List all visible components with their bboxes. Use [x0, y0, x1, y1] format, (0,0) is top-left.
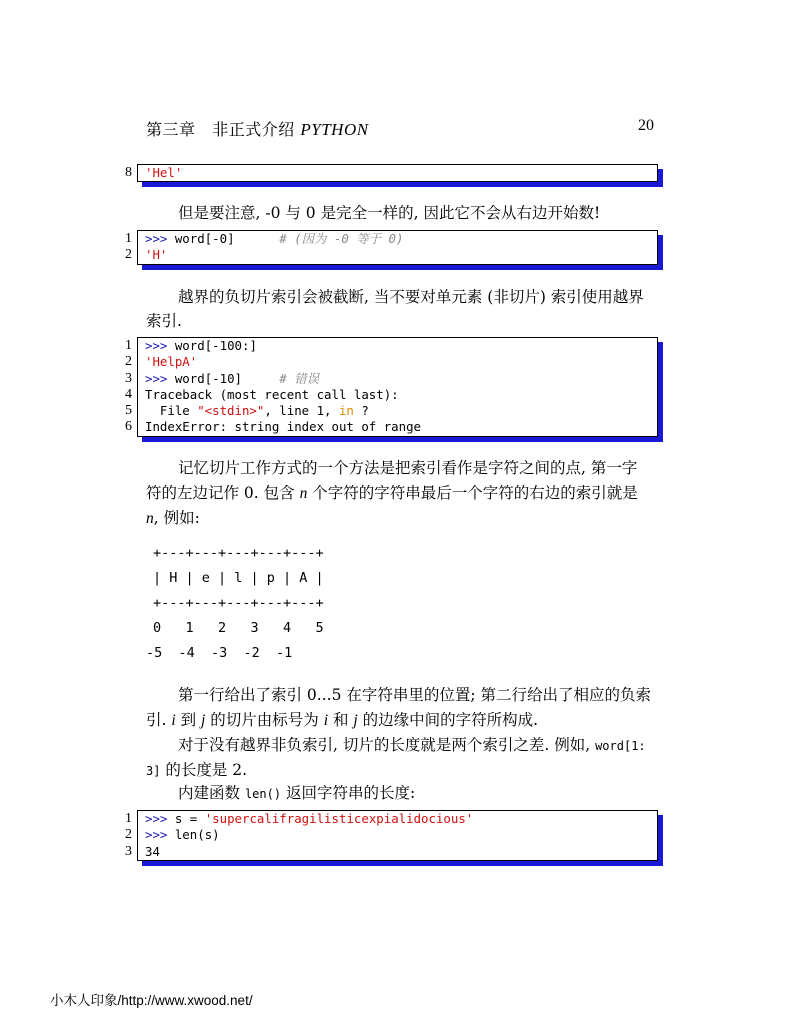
- code-comment: # (因为 -0 等于 0): [234, 231, 404, 246]
- code-string: 'supercalifragilisticexpialidocious': [204, 811, 474, 826]
- math-var: n: [299, 485, 308, 502]
- paragraph-line: [146, 505, 200, 532]
- prompt: >>>: [145, 231, 168, 246]
- ascii-cells: | H | e | l | p | A |: [153, 570, 324, 586]
- math-var: j: [353, 712, 358, 729]
- chapter-label: 第三章: [146, 120, 196, 139]
- code-text: word[-10]: [167, 370, 242, 386]
- code-text: IndexError: string index out of range: [145, 419, 422, 435]
- paragraph: 但是要注意, -0 与 0 是完全一样的, 因此它不会从右边开始数!: [178, 204, 601, 222]
- line-number: 2: [125, 247, 132, 263]
- footer-watermark: 小木人印象/http://www.xwood.net/: [50, 993, 253, 1008]
- paragraph-line: 记忆切片工作方式的一个方法是把索引看作是字符之间的点, 第一字: [178, 459, 638, 477]
- code-text: s =: [167, 811, 205, 826]
- paragraph-line: [146, 480, 638, 507]
- page-number: 20: [638, 117, 654, 134]
- line-number: 4: [125, 386, 132, 402]
- code-text: Traceback (most recent call last):: [145, 386, 399, 402]
- code-line: [125, 843, 657, 860]
- code-output: 'Hel': [145, 165, 183, 180]
- prompt: >>>: [145, 827, 168, 843]
- text: 个字符的字符串最后一个字符的右边的索引就是: [307, 484, 638, 502]
- prompt: >>>: [145, 370, 168, 386]
- inline-code: 3]: [146, 764, 161, 778]
- math-var: j: [201, 712, 206, 729]
- text: 对于没有越界非负索引, 切片的长度就是两个索引之差. 例如,: [178, 736, 596, 754]
- paragraph-line: [178, 732, 646, 759]
- line-number: 2: [125, 354, 132, 370]
- paragraph-line: 越界的负切片索引会被截断, 当不要对单元素 (非切片) 索引使用越界: [178, 288, 644, 306]
- text: 返回字符串的长度:: [281, 784, 416, 802]
- code-line: [125, 370, 657, 387]
- code-output: 'H': [145, 247, 168, 263]
- code-text: len(s): [167, 827, 220, 843]
- code-line: [125, 231, 657, 247]
- code-line: [125, 354, 657, 370]
- text: 符的左边记作 0. 包含: [146, 484, 300, 502]
- code-listing-1: [125, 164, 658, 182]
- inline-code: word[1:: [595, 739, 646, 753]
- math-var: i: [323, 712, 329, 729]
- text: 的边缘中间的字符所构成.: [357, 711, 539, 729]
- line-number: 3: [125, 843, 132, 859]
- math-var: n: [146, 510, 154, 527]
- line-number: 8: [125, 165, 132, 180]
- line-number: 1: [125, 811, 132, 826]
- math-var: i: [171, 712, 176, 729]
- code-text: File: [145, 403, 198, 419]
- text: 的切片由标号为: [205, 711, 324, 729]
- code-line: [125, 247, 657, 263]
- text: 引.: [146, 711, 172, 729]
- text: 到: [175, 711, 202, 729]
- code-comment: # 错误: [242, 370, 319, 386]
- code-line: [125, 338, 657, 354]
- code-listing-3: [125, 337, 658, 437]
- ascii-border-top: +---+---+---+---+---+: [153, 545, 324, 561]
- code-line: [125, 386, 657, 403]
- code-text: word[-0]: [167, 231, 235, 246]
- paragraph-line: 索引.: [146, 312, 182, 330]
- code-line: [125, 811, 657, 827]
- line-number: 5: [125, 403, 132, 419]
- paragraph-line: [146, 707, 538, 734]
- code-text: ?: [353, 403, 369, 419]
- ascii-negative-index: -5 -4 -3 -2 -1: [146, 645, 293, 661]
- chapter-title-en: PYTHON: [300, 120, 369, 139]
- prompt: >>>: [145, 338, 168, 353]
- line-number: 1: [125, 338, 132, 353]
- ascii-border-bottom: +---+---+---+---+---+: [153, 595, 324, 611]
- code-line: [125, 165, 657, 181]
- text: 的长度是 2.: [160, 761, 248, 779]
- paragraph-line: [178, 780, 415, 807]
- chapter-title-cn: 非正式介绍: [212, 120, 295, 139]
- prompt: >>>: [145, 811, 168, 826]
- inline-code: len(): [244, 787, 282, 801]
- paragraph-line: 第一行给出了索引 0...5 在字符串里的位置; 第二行给出了相应的负索: [178, 686, 652, 704]
- line-number: 6: [125, 419, 132, 435]
- code-output: 34: [145, 843, 160, 859]
- code-line: [125, 827, 657, 843]
- code-string: "<stdin>": [197, 403, 265, 419]
- code-keyword: in: [338, 403, 354, 419]
- text: 内建函数: [178, 784, 245, 802]
- line-number: 1: [125, 231, 132, 246]
- line-number: 3: [125, 370, 132, 386]
- code-listing-4: [125, 810, 658, 861]
- code-text: word[-100:]: [167, 338, 257, 353]
- code-line: [125, 419, 657, 435]
- code-output: 'HelpA': [145, 354, 198, 370]
- code-listing-2: [125, 230, 658, 265]
- ascii-positive-index: 0 1 2 3 4 5: [153, 620, 324, 636]
- running-header: [146, 117, 369, 140]
- line-number: 2: [125, 827, 132, 843]
- code-line: [125, 403, 657, 419]
- code-text: , line 1,: [264, 403, 339, 419]
- text: , 例如:: [153, 509, 200, 527]
- text: 和: [328, 711, 354, 729]
